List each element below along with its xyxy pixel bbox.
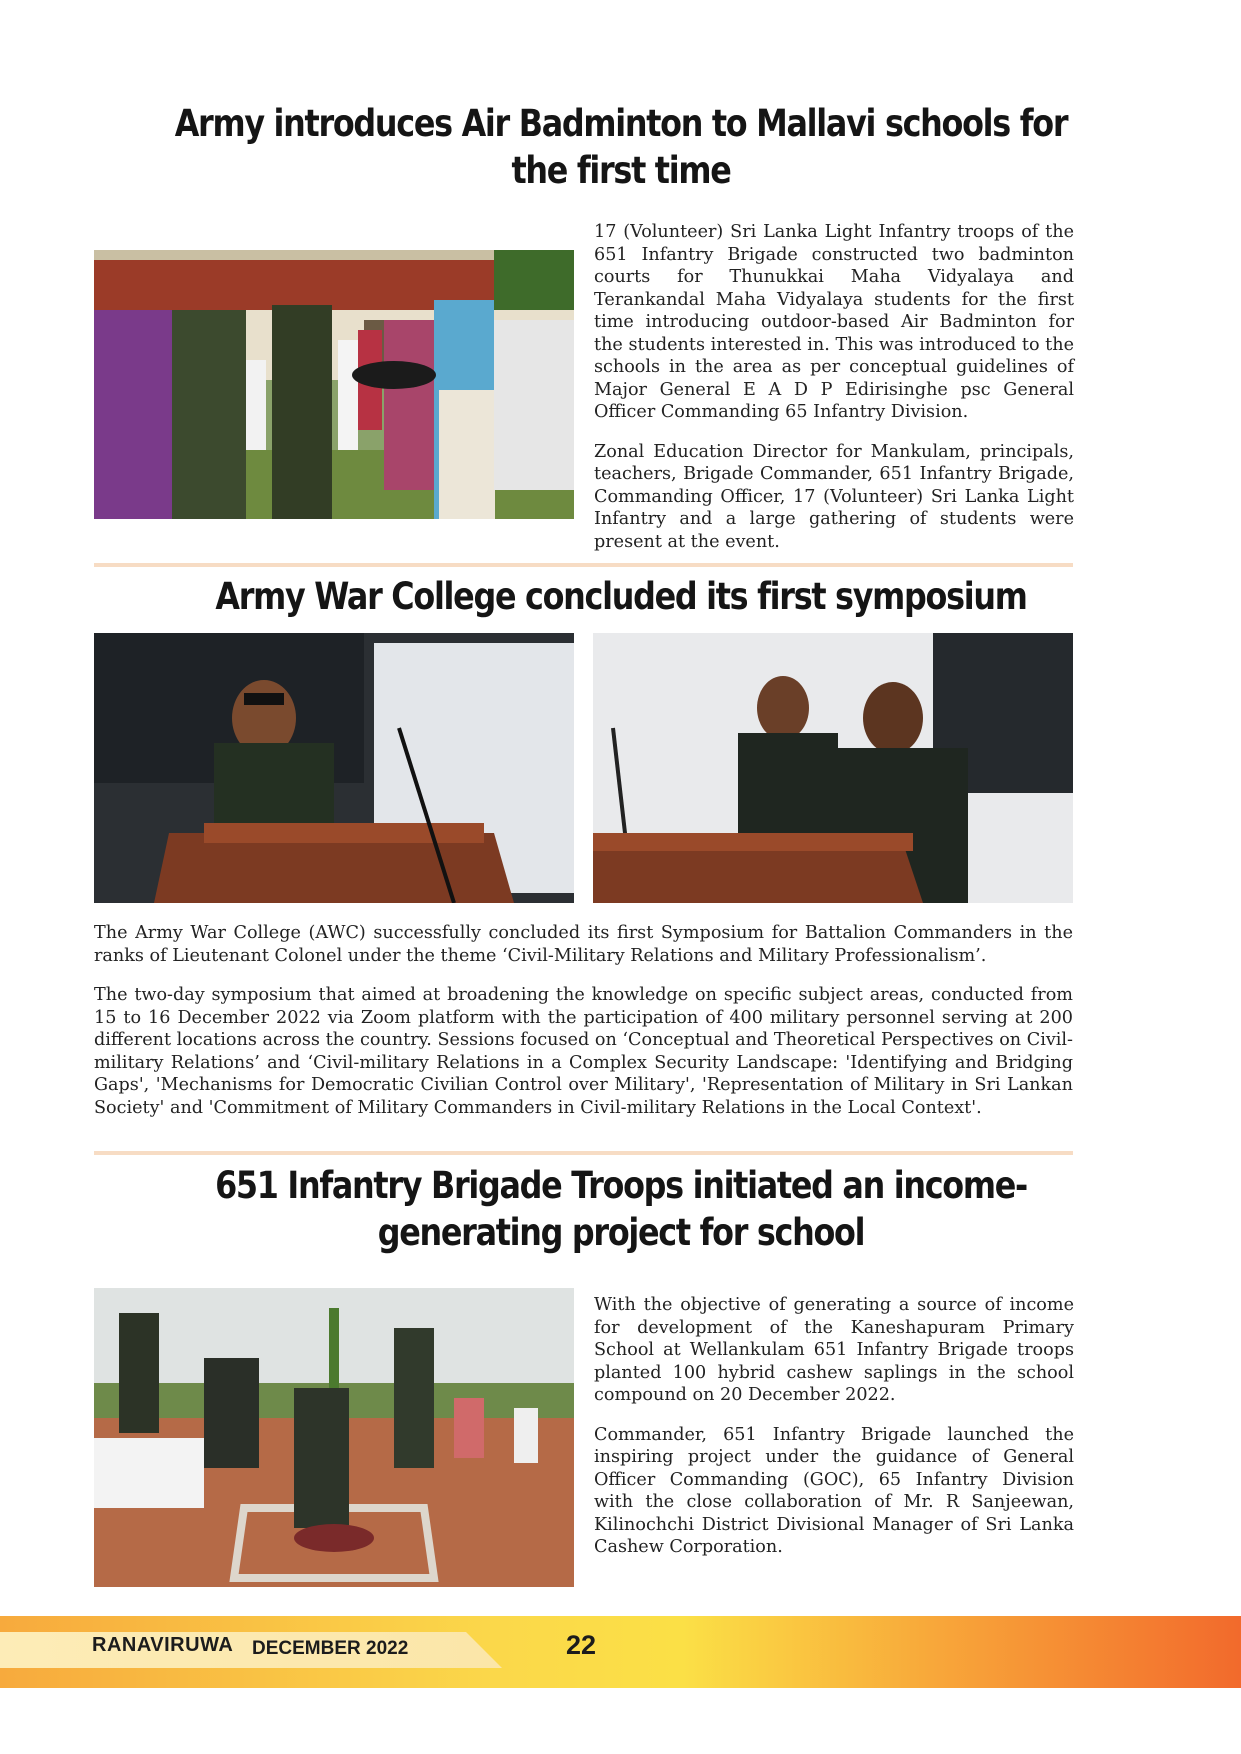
article-2-photo-left <box>94 633 574 903</box>
article-1-paragraph: Zonal Education Director for Mankulam, principals, teachers, Brigade Commander, 651 Infantry Brigade, Commanding Officer, 17 (Volunteer) Sri Lanka Light Infantry and a large gathering of students were present at the event. <box>594 441 1074 552</box>
article-3-headline: 651 Infantry Brigade Troops initiated an income-generating project for school <box>215 1164 1027 1254</box>
section-divider <box>94 1151 1073 1155</box>
footer-tab <box>0 1632 502 1668</box>
page-footer <box>0 1616 1241 1688</box>
article-1-headline: Army introduces Air Badminton to Mallavi schools for the first time <box>174 102 1068 192</box>
section-divider <box>94 563 1073 567</box>
article-3-paragraph: With the objective of generating a source of income for development of the Kaneshapuram Primary School at Wellankulam 651 Infantry Brigade troops planted 100 hybrid cashew saplings in the school compound on 20 December 2022. <box>594 1295 1074 1405</box>
article-3-photo <box>94 1288 574 1587</box>
issue-date: DECEMBER 2022 <box>252 1638 409 1659</box>
publication-name: RANAVIRUWA <box>92 1634 234 1656</box>
page-number: 22 <box>566 1630 597 1660</box>
article-2-paragraph: The two-day symposium that aimed at broadening the knowledge on specific subject areas, conducted from 15 to 16 December 2022 via Zoom platform with the participation of 400 military personnel serving at 200 different locations across the country. Sessions focused on ‘Conceptual and Theoretical Perspectives on Civil-military Relations’ and ‘Civil-military Relations in a Complex Security Landscape: 'Identifying and Bridging Gaps', 'Mechanisms for Democratic Civilian Control over Military', 'Representation of Military in Sri Lankan Society' and 'Commitment of Military Commanders in Civil-military Relations in the Local Context'. <box>94 985 1073 1118</box>
article-2-photo-right <box>593 633 1073 903</box>
article-1-body <box>594 221 1074 570</box>
article-3-paragraph: Commander, 651 Infantry Brigade launched the inspiring project under the guidance of General Officer Commanding (GOC), 65 Infantry Division with the close collaboration of Mr. R Sanjeewan, Kilinochchi District Divisional Manager of Sri Lanka Cashew Corporation. <box>594 1424 1074 1557</box>
article-2-paragraph: The Army War College (AWC) successfully concluded its first Symposium for Battalion Commanders in the ranks of Lieutenant Colonel under the theme ‘Civil-Military Relations and Military Professionalism’. <box>94 923 1073 966</box>
article-1-photo <box>94 250 574 519</box>
article-3-body <box>594 1294 1074 1576</box>
article-2-headline: Army War College concluded its first symposium <box>215 575 1027 618</box>
article-1-paragraph: 17 (Volunteer) Sri Lanka Light Infantry troops of the 651 Infantry Brigade constructed two badminton courts for Thunukkai Maha Vidyalaya and Terankandal Maha Vidyalaya students for the first time introducing outdoor-based Air Badminton for the students interested in. This was introduced to the schools in the area as per conceptual guidelines of Major General E A D P Edirisinghe psc General Officer Commanding 65 Infantry Division. <box>594 222 1074 422</box>
article-2-body <box>94 922 1073 1136</box>
